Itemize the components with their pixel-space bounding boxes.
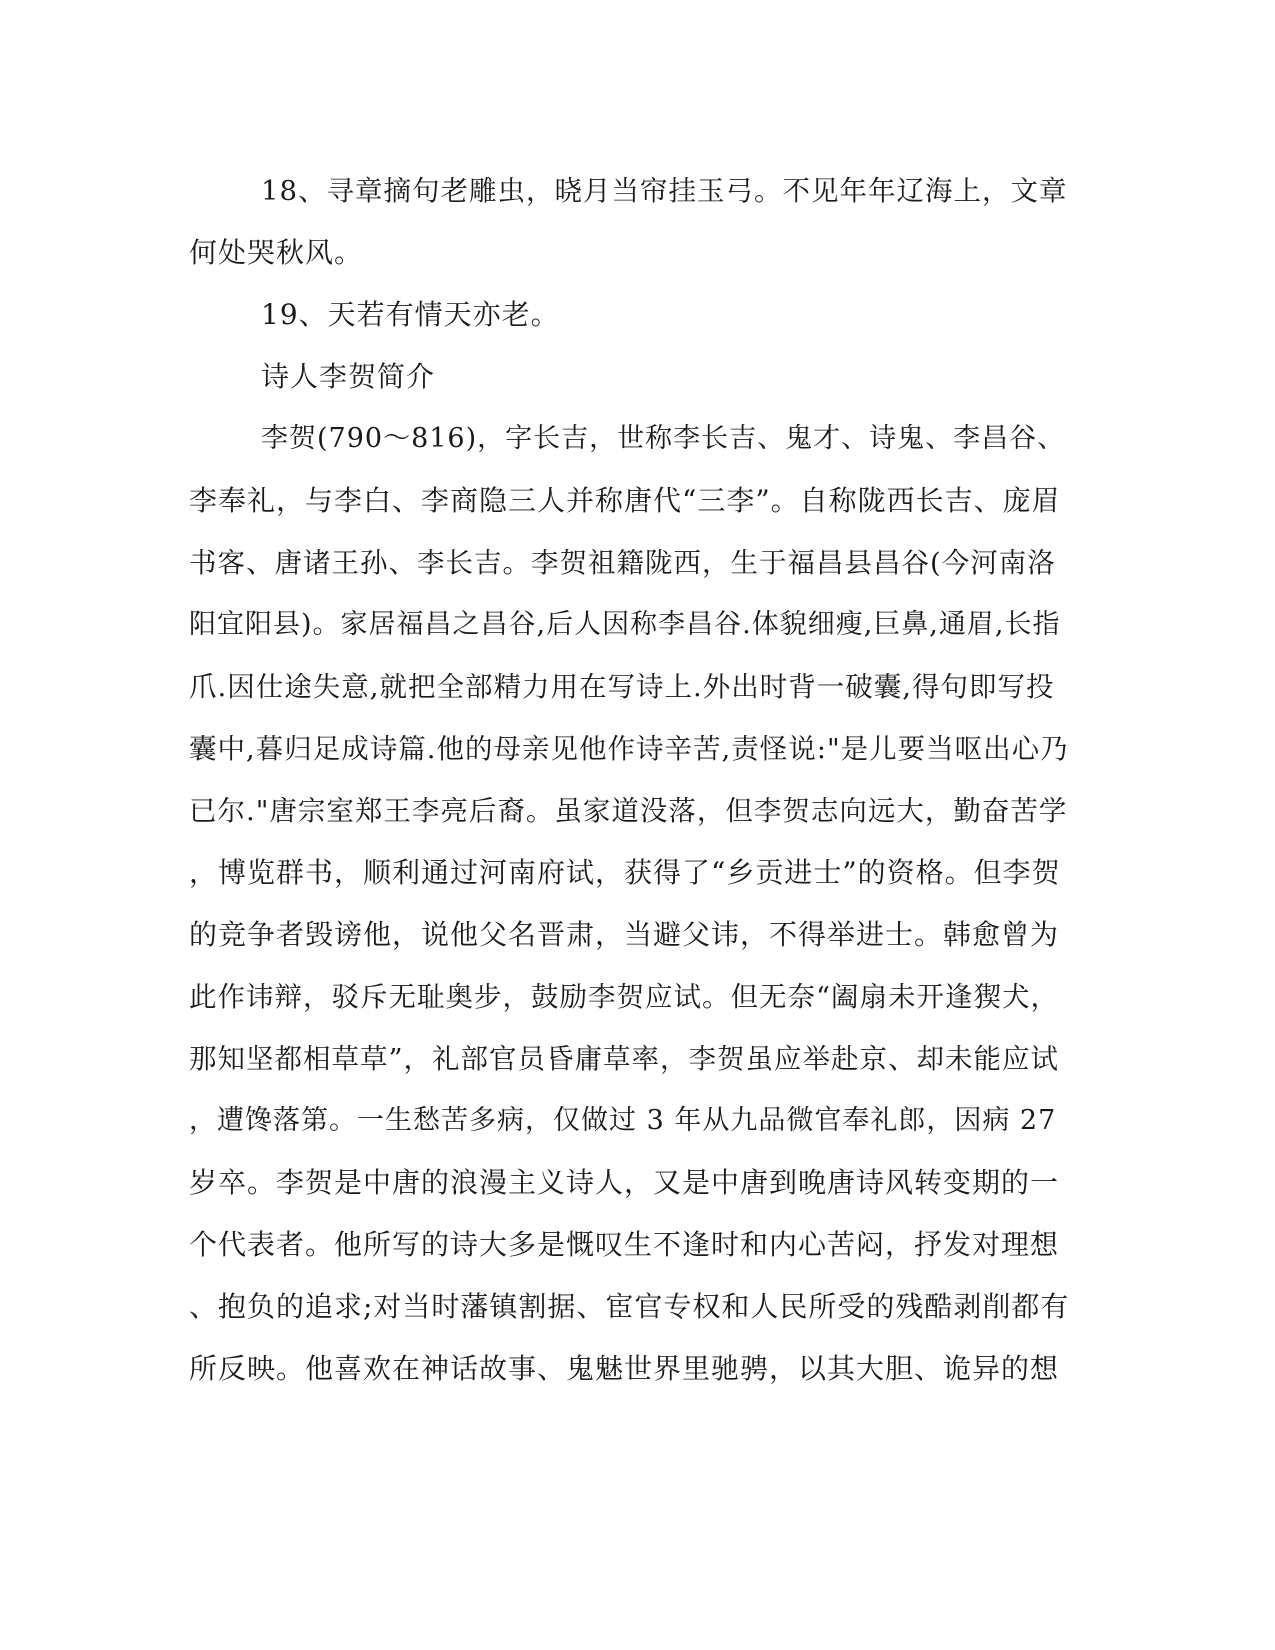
bio-paragraph-line: 那知坚都相草草”，礼部官员昏庸草率，李贺虽应举赴京、却未能应试 [189,1043,1060,1075]
document-body [189,160,1069,1400]
bio-paragraph-line: 此作讳辩，驳斥无耻奥步，鼓励李贺应试。但无奈“阖扇未开逢猰犬， [189,981,1060,1013]
bio-paragraph-line: ，遭馋落第。一生愁苦多病，仅做过 3 年从九品微官奉礼郎，因病 27 [189,1105,1057,1136]
bio-paragraph-line: 的竞争者毁谤他，说他父名晋肃，当避父讳，不得举进士。韩愈曾为 [189,918,1060,951]
bio-paragraph-line: 已尔."唐宗室郑王李亮后裔。虽家道没落，但李贺志向远大，勤奋苦学 [189,795,1068,827]
bio-paragraph-line: 岁卒。李贺是中唐的浪漫主义诗人，又是中唐到晚唐诗风转变期的一 [189,1166,1060,1199]
bio-paragraph-line: 个代表者。他所写的诗大多是慨叹生不逢时和内心苦闷，抒发对理想 [189,1228,1060,1261]
bio-paragraph-line: 所反映。他喜欢在神话故事、鬼魅世界里驰骋，以其大胆、诡异的想 [189,1352,1060,1385]
bio-paragraph-line: 爪.因仕途失意,就把全部精力用在写诗上.外出时背一破囊,得句即写投 [189,671,1055,703]
section-heading: 诗人李贺简介 [261,360,436,393]
poem-line-18: 18、寻章摘句老雕虫，晓月当帘挂玉弓。不见年年辽海上，文章 [261,175,1068,207]
bio-paragraph-line: 囊中,暮归足成诗篇.他的母亲见他作诗辛苦,责怪说:"是儿要当呕出心乃 [189,733,1069,765]
bio-paragraph-line: 李贺(790～816)，字长吉，世称李长吉、鬼才、诗鬼、李昌谷、 [261,423,1066,454]
bio-paragraph-line: 阳宜阳县)。家居福昌之昌谷,后人因称李昌谷.体貌细瘦,巨鼻,通眉,长指 [189,609,1061,640]
bio-paragraph-line: 李奉礼，与李白、李商隐三人并称唐代“三李”。自称陇西长吉、庞眉 [189,484,1061,517]
bio-paragraph-line: 书客、唐诸王孙、李长吉。李贺祖籍陇西，生于福昌县昌谷(今河南洛 [189,547,1056,579]
poem-line-18-continued: 何处哭秋风。 [189,236,364,269]
bio-paragraph-line: 、抱负的追求;对当时藩镇割据、宦官专权和人民所受的残酷剥削都有 [189,1290,1070,1323]
poem-line-19: 19、天若有情天亦老。 [261,298,560,331]
bio-paragraph-line: ，博览群书，顺利通过河南府试，获得了“乡贡进士”的资格。但李贺 [189,856,1061,889]
